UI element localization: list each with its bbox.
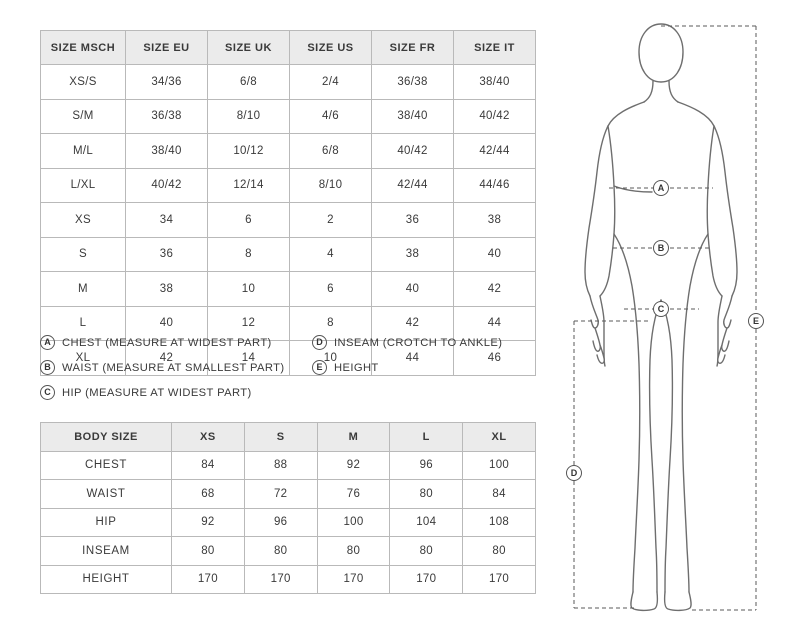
- table-row: [41, 565, 536, 594]
- table-cell: 88: [244, 451, 317, 480]
- table-cell: 14: [208, 341, 290, 376]
- table-cell: 38/40: [126, 134, 208, 169]
- table-cell: 38/40: [372, 99, 454, 134]
- table-cell: 6/8: [208, 65, 290, 100]
- column-header: SIZE EU: [126, 31, 208, 65]
- table-header-row: [41, 31, 536, 65]
- table-cell: 40: [454, 237, 536, 272]
- table-cell: 42/44: [372, 168, 454, 203]
- table-row: [41, 272, 536, 307]
- table-cell: 40: [126, 306, 208, 341]
- table-cell: 42: [454, 272, 536, 307]
- legend-item-inseam: [312, 330, 552, 355]
- table-cell: 36/38: [126, 99, 208, 134]
- legend-item-hip: [40, 380, 320, 405]
- table-cell: 34/36: [126, 65, 208, 100]
- table-cell: 6/8: [290, 134, 372, 169]
- table-cell: 170: [172, 565, 245, 594]
- table-cell: 4/6: [290, 99, 372, 134]
- table-cell: 76: [317, 480, 390, 509]
- legend-item-chest: [40, 330, 320, 355]
- column-header: SIZE FR: [372, 31, 454, 65]
- table-cell: 6: [208, 203, 290, 238]
- table-cell: 68: [172, 480, 245, 509]
- table-cell: 170: [317, 565, 390, 594]
- column-header: S: [244, 423, 317, 452]
- table-row: [41, 168, 536, 203]
- table-cell: XS: [41, 203, 126, 238]
- table-cell: 96: [244, 508, 317, 537]
- legend-column-left: [40, 330, 320, 405]
- table-cell: 8/10: [290, 168, 372, 203]
- table-cell: 42: [372, 306, 454, 341]
- legend-label: HEIGHT: [334, 361, 379, 374]
- badge-c-icon: C: [40, 385, 55, 400]
- table-cell: 80: [244, 537, 317, 566]
- table-cell: 44: [372, 341, 454, 376]
- column-header: SIZE UK: [208, 31, 290, 65]
- table-cell: 40/42: [126, 168, 208, 203]
- badge-e-icon: E: [312, 360, 327, 375]
- table-cell: 40/42: [454, 99, 536, 134]
- badge-b-icon: B: [40, 360, 55, 375]
- table-cell: 2/4: [290, 65, 372, 100]
- table-cell: 38/40: [454, 65, 536, 100]
- table-row: [41, 237, 536, 272]
- column-header: XS: [172, 423, 245, 452]
- legend-label: HIP (MEASURE AT WIDEST PART): [62, 386, 252, 399]
- table-cell: HIP: [41, 508, 172, 537]
- table-row: [41, 480, 536, 509]
- table-cell: 42/44: [454, 134, 536, 169]
- table-cell: WAIST: [41, 480, 172, 509]
- badge-a-icon: A: [40, 335, 55, 350]
- table-cell: 44/46: [454, 168, 536, 203]
- legend-label: WAIST (MEASURE AT SMALLEST PART): [62, 361, 285, 374]
- table-cell: 104: [390, 508, 463, 537]
- table-cell: 80: [172, 537, 245, 566]
- table-cell: 38: [126, 272, 208, 307]
- table-cell: 84: [172, 451, 245, 480]
- table-cell: S: [41, 237, 126, 272]
- table-cell: 6: [290, 272, 372, 307]
- table-row: [41, 99, 536, 134]
- table-cell: 12/14: [208, 168, 290, 203]
- table-cell: 4: [290, 237, 372, 272]
- table-header-row: [41, 423, 536, 452]
- table-cell: 10: [290, 341, 372, 376]
- table-cell: XL: [41, 341, 126, 376]
- table-cell: 10: [208, 272, 290, 307]
- table-cell: 92: [172, 508, 245, 537]
- table-cell: 10/12: [208, 134, 290, 169]
- table-cell: 96: [390, 451, 463, 480]
- table-cell: CHEST: [41, 451, 172, 480]
- body-measurement-table: [40, 422, 536, 594]
- table-cell: 84: [463, 480, 536, 509]
- table-cell: 36: [372, 203, 454, 238]
- column-header: SIZE US: [290, 31, 372, 65]
- table-cell: L: [41, 306, 126, 341]
- legend-column-right: [312, 330, 552, 380]
- table-cell: 80: [317, 537, 390, 566]
- legend-label: INSEAM (CROTCH TO ANKLE): [334, 336, 503, 349]
- table-cell: 36/38: [372, 65, 454, 100]
- table-cell: HEIGHT: [41, 565, 172, 594]
- figure-badge-e: E: [748, 313, 764, 329]
- table-cell: 46: [454, 341, 536, 376]
- table-cell: 44: [454, 306, 536, 341]
- table-cell: 8: [208, 237, 290, 272]
- table-cell: 38: [454, 203, 536, 238]
- table-cell: M: [41, 272, 126, 307]
- legend-item-height: [312, 355, 552, 380]
- column-header: XL: [463, 423, 536, 452]
- column-header: SIZE IT: [454, 31, 536, 65]
- table-cell: 72: [244, 480, 317, 509]
- table-cell: S/M: [41, 99, 126, 134]
- table-row: [41, 508, 536, 537]
- table-row: [41, 134, 536, 169]
- table-row: [41, 451, 536, 480]
- table-cell: 170: [390, 565, 463, 594]
- body-figure-diagram: [552, 14, 788, 624]
- figure-badge-a: A: [653, 180, 669, 196]
- table-cell: 100: [463, 451, 536, 480]
- size-conversion-table: [40, 30, 536, 376]
- figure-badge-c: C: [653, 301, 669, 317]
- table-cell: 92: [317, 451, 390, 480]
- table-cell: XS/S: [41, 65, 126, 100]
- table-cell: L/XL: [41, 168, 126, 203]
- column-header: M: [317, 423, 390, 452]
- figure-badge-b: B: [653, 240, 669, 256]
- table-cell: 8: [290, 306, 372, 341]
- table-cell: 170: [244, 565, 317, 594]
- table-cell: 34: [126, 203, 208, 238]
- table-cell: M/L: [41, 134, 126, 169]
- table-cell: 80: [463, 537, 536, 566]
- badge-d-icon: D: [312, 335, 327, 350]
- table-cell: 12: [208, 306, 290, 341]
- table-row: [41, 537, 536, 566]
- legend-item-waist: [40, 355, 320, 380]
- table-cell: INSEAM: [41, 537, 172, 566]
- table-cell: 170: [463, 565, 536, 594]
- column-header: L: [390, 423, 463, 452]
- table-cell: 100: [317, 508, 390, 537]
- legend-label: CHEST (MEASURE AT WIDEST PART): [62, 336, 272, 349]
- table-cell: 36: [126, 237, 208, 272]
- table-cell: 40: [372, 272, 454, 307]
- table-cell: 2: [290, 203, 372, 238]
- table-cell: 38: [372, 237, 454, 272]
- column-header: BODY SIZE: [41, 423, 172, 452]
- table-row: [41, 203, 536, 238]
- figure-badge-d: D: [566, 465, 582, 481]
- table-cell: 80: [390, 480, 463, 509]
- table-cell: 42: [126, 341, 208, 376]
- table-cell: 108: [463, 508, 536, 537]
- column-header: SIZE MSCH: [41, 31, 126, 65]
- table-cell: 8/10: [208, 99, 290, 134]
- table-cell: 80: [390, 537, 463, 566]
- table-row: [41, 65, 536, 100]
- table-cell: 40/42: [372, 134, 454, 169]
